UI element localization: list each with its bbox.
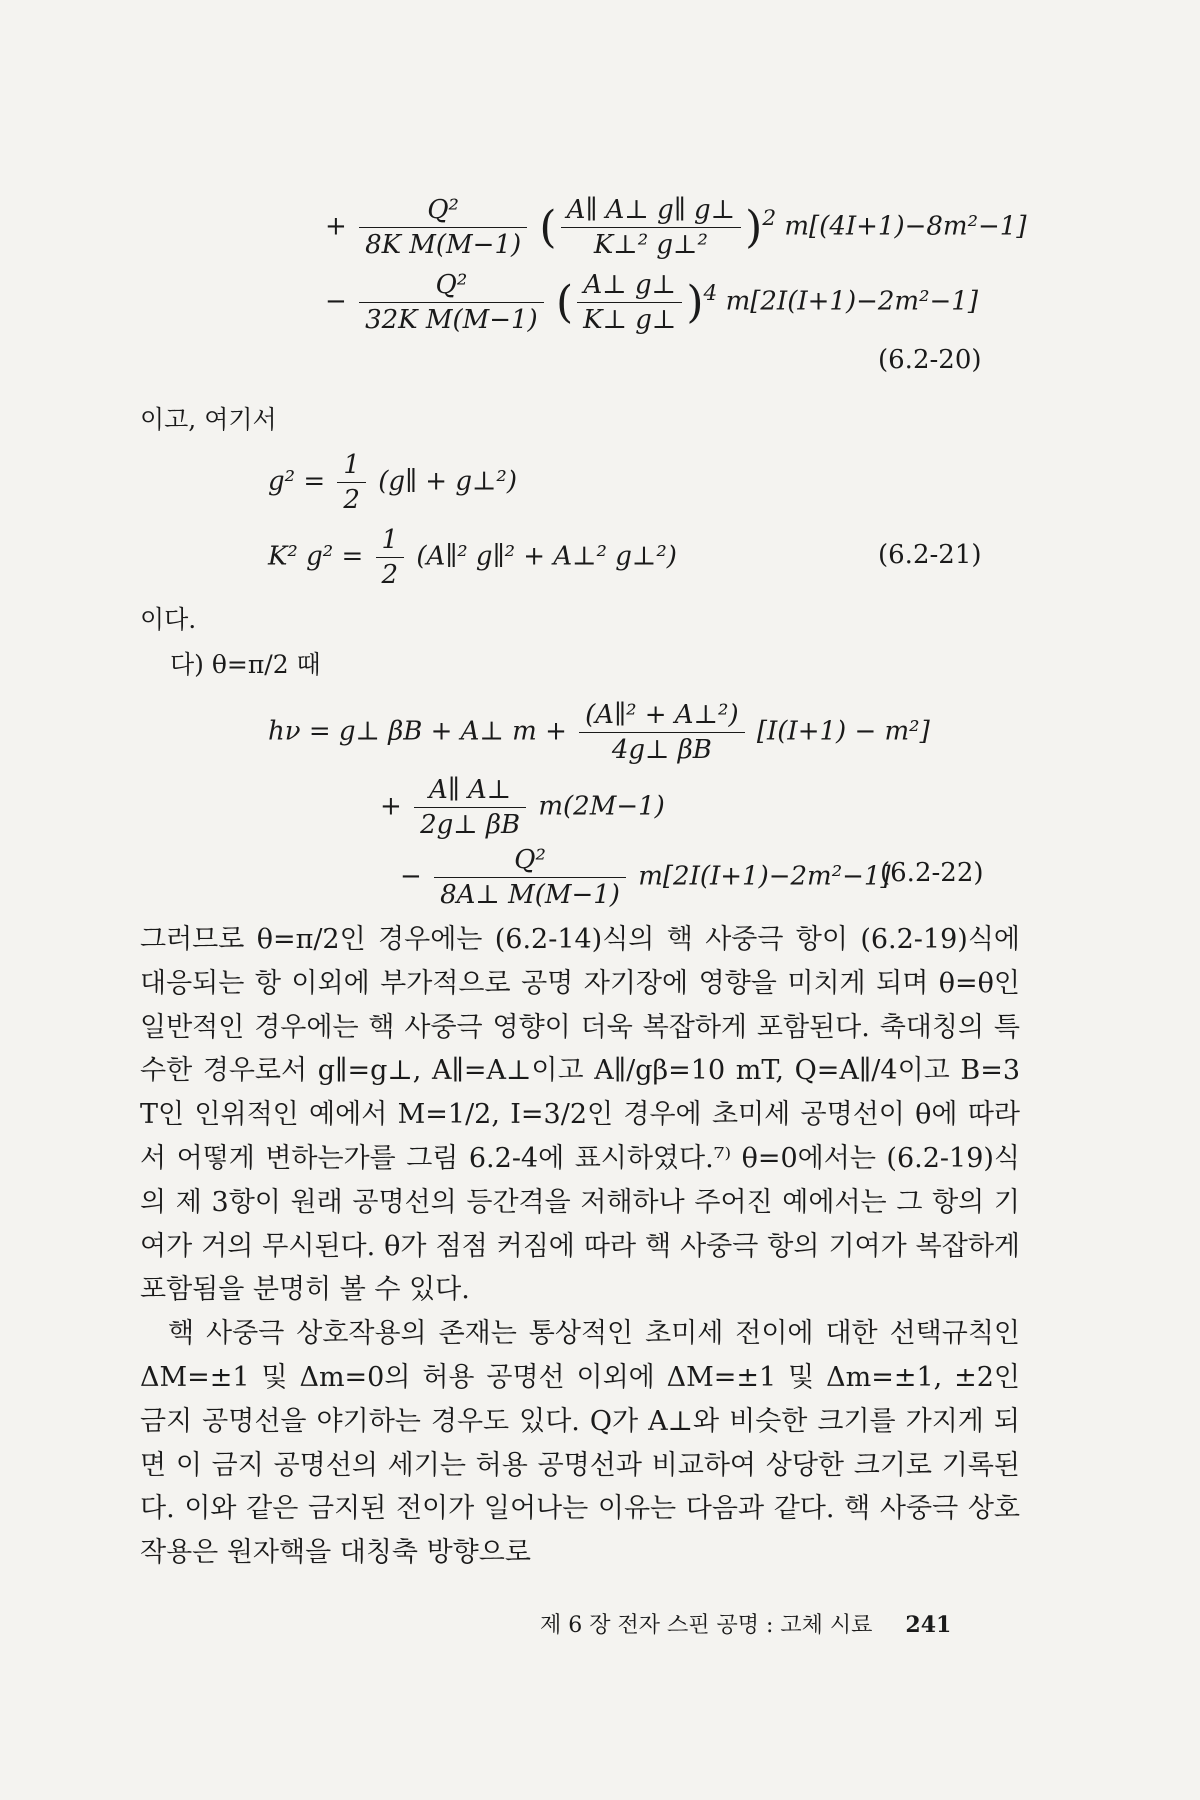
fraction-denominator: K⊥ g⊥ [583,305,677,335]
fraction-numerator: A∥ A⊥ g∥ g⊥ [561,195,742,228]
eq-tail: m[2I(I+1)−2m²−1] [725,286,978,317]
eq-tail: [I(I+1) − m²] [756,716,930,747]
page-number: 241 [905,1612,952,1638]
fraction-denominator: 8A⊥ M(M−1) [440,880,620,910]
eq-sign: − [400,861,422,892]
fraction-numerator: A∥ A⊥ [414,775,526,808]
right-paren: ) [686,277,704,328]
fraction [561,195,742,260]
eq-rhs: (g∥ + g⊥²) [378,466,517,497]
right-paren: ) [745,202,763,253]
equation-6-2-22-line-1 [268,700,930,765]
exponent: 2 [762,205,777,231]
fraction [376,525,405,590]
equation-number-6-2-20: (6.2-20) [878,345,982,375]
ida-text: 이다. [140,605,197,634]
chapter-title: 제 6 장 전자 스핀 공명 : 고체 시료 [540,1613,873,1638]
exponent: 4 [703,280,718,306]
equation-6-2-22-line-2 [380,775,665,840]
fraction-numerator: Q² [359,270,544,303]
equation-6-2-21-line-1 [268,450,517,515]
fraction [337,450,366,515]
equation-number-6-2-22: (6.2-22) [880,858,984,888]
fraction-denominator: 2 [343,485,360,515]
left-paren: ( [539,202,557,253]
eq-lhs: hν = g⊥ βB + A⊥ m + [268,716,567,747]
eq-tail: m[(4I+1)−8m²−1] [784,211,1027,242]
page-footer [540,1608,951,1639]
fraction-denominator: K⊥² g⊥² [593,230,708,260]
intro-text: 이고, 여기서 [140,405,277,434]
equation-6-2-20-line-1 [325,195,1026,260]
fraction [414,775,526,840]
case-heading: 다) θ=π/2 때 [170,650,321,679]
fraction [434,845,626,910]
fraction-numerator: 1 [337,450,366,483]
eq-sign: + [380,791,402,822]
fraction-denominator: 8K M(M−1) [365,230,522,260]
paragraph: 그러므로 θ=π/2인 경우에는 (6.2-14)식의 핵 사중극 항이 (6.2-19)식에 대응되는 항 이외에 부가적으로 공명 자기장에 영향을 미치게 되며 θ=θ인 일반적인 경우에는 핵 사중극 영향이 더욱 복잡하게 포함된다. 축대칭의 특수한 경우로서 g∥=g⊥, A∥=A⊥이고 A∥/gβ=10 mT, Q=A∥/4이고 B=3 T인 인위적인 예에서 M=1/2, I=3/2인 경우에 초미세 공명선이 θ에 따라서 어떻게 변하는가를 그림 6.2-4에 표시하였다.⁷⁾ θ=0에서는 (6.2-19)식의 제 3항이 원래 공명선의 등간격을 저해하나 주어진 예에서는 그 항의 기여가 거의 무시된다. θ가 점점 커짐에 따라 핵 사중극 항의 기여가 복잡하게 포함됨을 분명히 볼 수 있다. [140,924,1020,1306]
fraction-denominator: 32K M(M−1) [365,305,538,335]
eq-sign: − [325,286,347,317]
equation-6-2-20-line-2 [325,270,978,335]
eq-lhs: K² g² = [268,541,364,572]
fraction-denominator: 2g⊥ βB [420,810,521,840]
fraction [359,270,544,335]
paragraph: 핵 사중극 상호작용의 존재는 통상적인 초미세 전이에 대한 선택규칙인 ΔM=±1 및 Δm=0의 허용 공명선 이외에 ΔM=±1 및 Δm=±1, ±2인 금지 공명선을 야기하는 경우도 있다. Q가 A⊥와 비슷한 크기를 가지게 되면 이 금지 공명선의 세기는 허용 공명선과 비교하여 상당한 크기로 기록된다. 이와 같은 금지된 전이가 일어나는 이유는 다음과 같다. 핵 사중극 상호작용은 원자핵을 대칭축 방향으로 [140,1318,1020,1569]
eq-tail: m[2I(I+1)−2m²−1] [638,861,891,892]
fraction-numerator: (A∥² + A⊥²) [579,700,744,733]
left-paren: ( [555,277,574,328]
fraction-numerator: A⊥ g⊥ [577,270,682,303]
fraction [579,700,744,765]
equation-6-2-21-line-2 [268,525,677,590]
equation-6-2-22-line-3 [400,845,891,910]
eq-tail: m(2M−1) [538,791,665,822]
fraction-denominator: 2 [381,560,399,590]
equation-number-6-2-21: (6.2-21) [878,540,982,570]
fraction [359,195,527,260]
eq-rhs: (A∥² g∥² + A⊥² g⊥²) [416,541,677,572]
eq-lhs: g² = [268,466,326,497]
fraction-numerator: Q² [359,195,527,228]
eq-sign: + [325,211,347,242]
fraction-numerator: 1 [376,525,405,558]
fraction [577,270,682,335]
fraction-denominator: 4g⊥ βB [611,735,712,765]
fraction-numerator: Q² [434,845,626,878]
body-text [140,918,1020,1575]
